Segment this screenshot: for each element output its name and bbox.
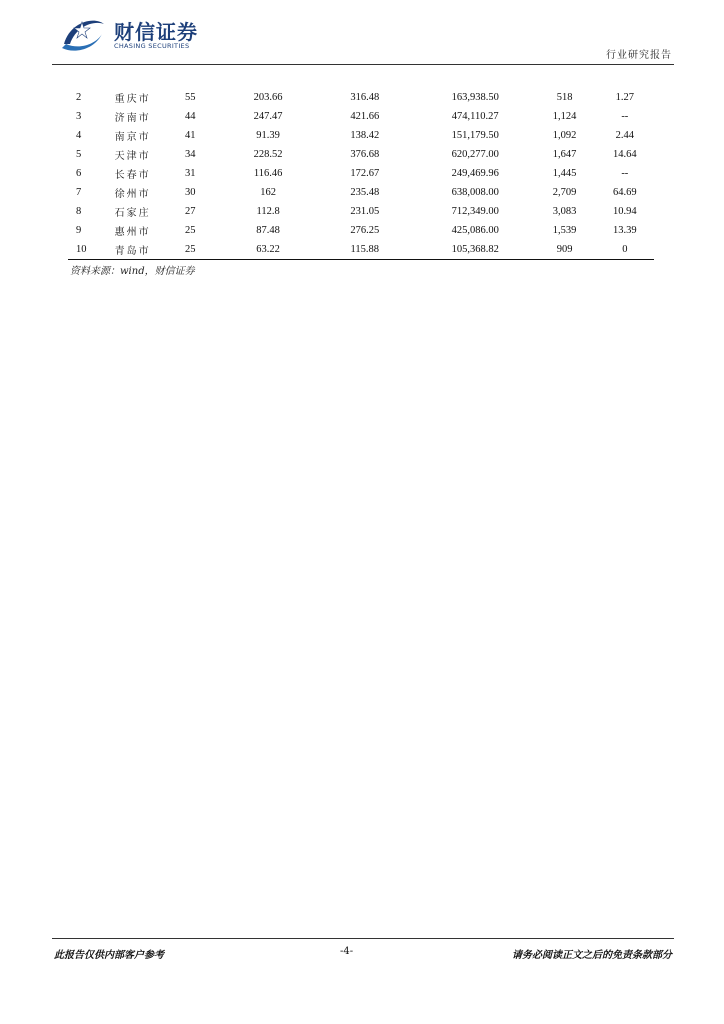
- value-c-cell: 163,938.50: [451, 92, 499, 103]
- table-row: [68, 126, 654, 145]
- table-row: [68, 202, 654, 221]
- value-c-cell: 620,277.00: [451, 149, 499, 160]
- value-c-cell: 151,179.50: [451, 130, 499, 141]
- logo-chinese-name: 财信证券: [114, 20, 198, 44]
- value-c-cell: 474,110.27: [451, 111, 499, 122]
- value-a-cell: 87.48: [256, 225, 280, 236]
- value-c-cell: 638,008.00: [451, 187, 499, 198]
- value-b-cell: 376.68: [350, 149, 380, 160]
- value-a-cell: 112.8: [256, 206, 280, 217]
- value-a-cell: 203.66: [253, 92, 283, 103]
- value-a-cell: 247.47: [253, 111, 283, 122]
- footer-disclaimer-right: 请务必阅读正文之后的免责条款部分: [512, 950, 672, 961]
- value-a-cell: 116.46: [253, 168, 283, 179]
- table-row: [68, 145, 654, 164]
- source-note: 资料来源：wind，财信证券: [70, 266, 195, 277]
- value-e-cell: 64.69: [613, 187, 637, 198]
- city-cell: 重庆市: [114, 94, 151, 105]
- report-type-label: 行业研究报告: [606, 50, 672, 61]
- footer-divider: [52, 938, 674, 939]
- count-cell: 25: [185, 240, 224, 260]
- rank-cell: 6: [76, 168, 82, 179]
- rank-cell: 2: [76, 92, 82, 103]
- value-d-cell: 1,092: [552, 130, 577, 141]
- count-cell: 44: [184, 111, 196, 122]
- value-e-cell: 14.64: [613, 149, 637, 160]
- value-a-cell: 91.39: [256, 130, 280, 141]
- company-logo: [60, 14, 200, 56]
- value-b-cell: 276.25: [350, 225, 380, 236]
- value-d-cell: 2,709: [552, 187, 577, 198]
- value-d-cell: 1,445: [552, 168, 577, 179]
- city-cell: 长春市: [114, 170, 151, 181]
- city-cell: 惠州市: [114, 227, 151, 238]
- value-d-cell: 909: [534, 240, 596, 260]
- count-cell: 55: [184, 92, 196, 103]
- city-ranking-table: [68, 88, 654, 260]
- value-e-cell: --: [621, 168, 629, 179]
- value-c-cell: 249,469.96: [451, 168, 499, 179]
- rank-cell: 7: [76, 187, 82, 198]
- value-e-cell: 13.39: [613, 225, 637, 236]
- value-d-cell: 1,539: [552, 225, 577, 236]
- rank-cell: 8: [76, 206, 82, 217]
- count-cell: 31: [184, 168, 196, 179]
- value-d-cell: 1,647: [552, 149, 577, 160]
- value-d-cell: 3,083: [552, 206, 577, 217]
- value-b-cell: 235.48: [350, 187, 380, 198]
- header-divider: [52, 64, 674, 65]
- value-b-cell: 172.67: [350, 168, 380, 179]
- rank-cell: 10: [68, 240, 115, 260]
- table-row: [68, 183, 654, 202]
- city-cell: 青岛市: [115, 240, 185, 260]
- value-a-cell: 63.22: [224, 240, 313, 260]
- rank-cell: 9: [76, 225, 82, 236]
- footer-disclaimer-left: 此报告仅供内部客户参考: [54, 950, 164, 961]
- table-row: [68, 221, 654, 240]
- value-a-cell: 162: [260, 187, 276, 198]
- value-e-cell: --: [621, 111, 629, 122]
- city-cell: 石家庄: [114, 208, 151, 219]
- count-cell: 41: [184, 130, 196, 141]
- table-row: [68, 107, 654, 126]
- rank-cell: 3: [76, 111, 82, 122]
- value-c-cell: 712,349.00: [451, 206, 499, 217]
- city-cell: 徐州市: [114, 189, 151, 200]
- table-row: [68, 164, 654, 183]
- value-e-cell: 2.44: [615, 130, 634, 141]
- value-e-cell: 10.94: [613, 206, 637, 217]
- city-cell: 南京市: [114, 132, 151, 143]
- value-b-cell: 316.48: [350, 92, 380, 103]
- value-b-cell: 231.05: [350, 206, 380, 217]
- value-e-cell: 1.27: [615, 92, 634, 103]
- value-b-cell: 115.88: [313, 240, 417, 260]
- value-d-cell: 518: [556, 92, 573, 103]
- value-c-cell: 105,368.82: [417, 240, 534, 260]
- value-b-cell: 421.66: [350, 111, 380, 122]
- chasing-securities-logo-icon: [60, 14, 106, 54]
- city-cell: 济南市: [114, 113, 151, 124]
- logo-english-name: CHASING SECURITIES: [114, 42, 190, 50]
- city-cell: 天津市: [114, 151, 151, 162]
- value-b-cell: 138.42: [350, 130, 380, 141]
- count-cell: 30: [184, 187, 196, 198]
- value-c-cell: 425,086.00: [451, 225, 499, 236]
- count-cell: 27: [184, 206, 196, 217]
- table-row: [68, 88, 654, 107]
- rank-cell: 4: [76, 130, 82, 141]
- rank-cell: 5: [76, 149, 82, 160]
- count-cell: 34: [184, 149, 196, 160]
- value-a-cell: 228.52: [253, 149, 283, 160]
- table-row: [68, 240, 654, 260]
- value-e-cell: 0: [596, 240, 654, 260]
- count-cell: 25: [184, 225, 196, 236]
- value-d-cell: 1,124: [552, 111, 577, 122]
- page-number: -4-: [340, 946, 354, 957]
